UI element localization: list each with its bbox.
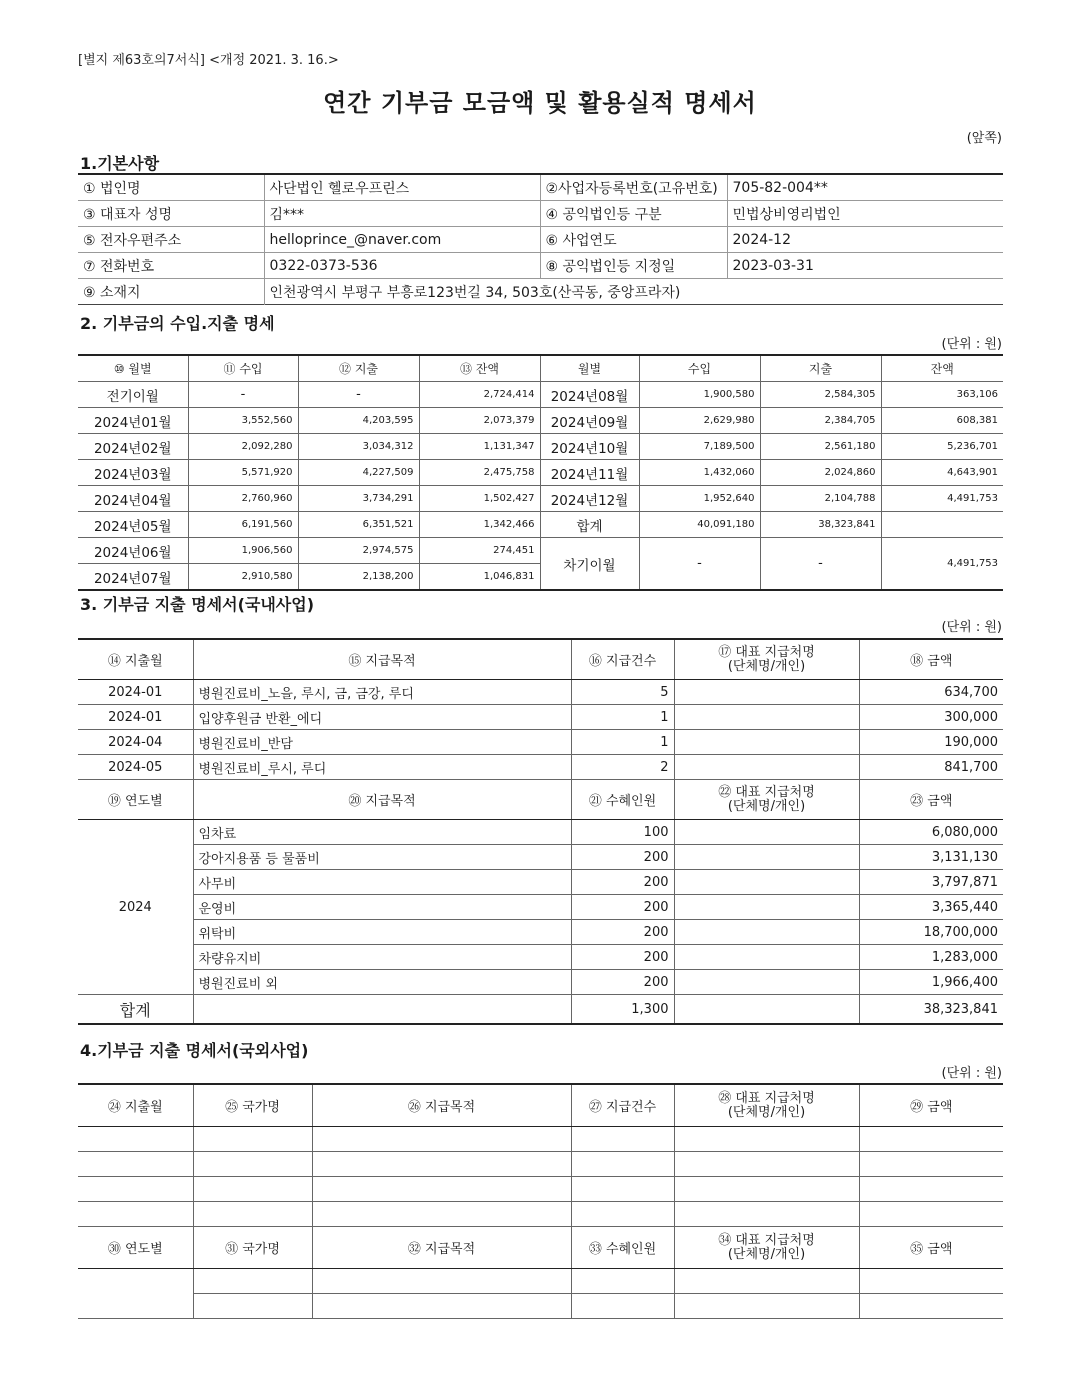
purpose-cell: 사무비 — [193, 870, 571, 895]
beneficiary-count-cell: 200 — [571, 870, 674, 895]
expense-cell: 2,024,860 — [760, 460, 881, 486]
table-header-row — [78, 780, 1003, 820]
month-cell: 2024년07월 — [78, 564, 188, 591]
empty-row — [78, 1202, 1003, 1227]
expense-cell: 2,584,305 — [760, 382, 881, 408]
column-header: ⑩ 월별 — [78, 355, 188, 382]
basic-info-row — [78, 201, 1003, 227]
empty-cell — [571, 1127, 674, 1152]
column-header: ⑫ 지출 — [298, 355, 419, 382]
income-cell: 2,910,580 — [188, 564, 298, 591]
empty-cell — [193, 1269, 312, 1294]
expense-cell: 2,138,200 — [298, 564, 419, 591]
income-cell: 1,900,580 — [639, 382, 760, 408]
empty-cell — [571, 1269, 674, 1294]
expense-cell: 6,351,521 — [298, 512, 419, 538]
total-row — [78, 995, 1003, 1025]
expense-cell: 2,384,705 — [760, 408, 881, 434]
recipient-cell — [674, 730, 859, 755]
column-header: ⑬ 잔액 — [419, 355, 540, 382]
empty-cell — [571, 1202, 674, 1227]
income-cell: 40,091,180 — [639, 512, 760, 538]
recipient-cell — [674, 680, 859, 705]
empty-cell — [859, 1294, 1003, 1319]
income-cell: 6,191,560 — [188, 512, 298, 538]
basic-info-row — [78, 174, 1003, 201]
income-cell: 2,629,980 — [639, 408, 760, 434]
recipient-cell — [674, 820, 859, 845]
header-line: ㉒ 대표 지급처명 — [718, 784, 815, 800]
beneficiary-count-cell: 200 — [571, 895, 674, 920]
balance-cell: 363,106 — [881, 382, 1003, 408]
expense-cell: - — [760, 538, 881, 591]
beneficiary-count-cell: 1,300 — [571, 995, 674, 1025]
empty-cell — [78, 1127, 193, 1152]
balance-cell: 1,502,427 — [419, 486, 540, 512]
table-row — [78, 970, 1003, 995]
expense-cell: 2,104,788 — [760, 486, 881, 512]
table-row — [78, 730, 1003, 755]
field-value: 김*** — [264, 201, 540, 227]
month-cell: 2024-01 — [78, 705, 193, 730]
header-line: ㉞ 대표 지급처명 — [718, 1232, 815, 1248]
header-line: (단체명/개인) — [727, 798, 806, 814]
table-row — [78, 434, 1003, 460]
column-header: ⑯ 지급건수 — [571, 639, 674, 680]
table-header-row — [78, 639, 1003, 680]
recipient-cell — [674, 920, 859, 945]
field-label: ④ 공익법인등 구분 — [540, 201, 727, 227]
purpose-cell: 위탁비 — [193, 920, 571, 945]
column-header: ㉑ 수혜인원 — [571, 780, 674, 820]
table-row — [78, 408, 1003, 434]
income-cell: 7,189,500 — [639, 434, 760, 460]
balance-cell: 1,046,831 — [419, 564, 540, 591]
purpose-cell: 임차료 — [193, 820, 571, 845]
recipient-cell — [674, 755, 859, 780]
month-cell: 2024년09월 — [540, 408, 639, 434]
column-header: 수입 — [639, 355, 760, 382]
income-cell: 1,432,060 — [639, 460, 760, 486]
income-cell: 2,092,280 — [188, 434, 298, 460]
empty-cell — [674, 1152, 859, 1177]
empty-cell — [78, 1202, 193, 1227]
empty-cell — [193, 1127, 312, 1152]
expense-cell: 4,203,595 — [298, 408, 419, 434]
month-cell: 2024-04 — [78, 730, 193, 755]
column-header: ⑲ 연도별 — [78, 780, 193, 820]
field-label: ⑥ 사업연도 — [540, 227, 727, 253]
empty-cell — [674, 1202, 859, 1227]
empty-cell — [571, 1294, 674, 1319]
column-header: ㉓ 금액 — [859, 780, 1003, 820]
table-header-row — [78, 1084, 1003, 1127]
column-header: ㉗ 지급건수 — [571, 1084, 674, 1127]
year-cell: 2024 — [78, 820, 193, 995]
field-label: ⑨ 소재지 — [83, 284, 141, 301]
field-label: ⑤ 전자우편주소 — [78, 227, 264, 253]
recipient-cell — [674, 995, 859, 1025]
column-header: ㉟ 금액 — [859, 1227, 1003, 1269]
table-row — [78, 755, 1003, 780]
column-header: ⑭ 지출월 — [78, 639, 193, 680]
empty-cell — [571, 1177, 674, 1202]
purpose-cell: 병원진료비_반담 — [193, 730, 571, 755]
table-row — [78, 820, 1003, 845]
domestic-expense-table — [78, 638, 1003, 1025]
expense-cell: 38,323,841 — [760, 512, 881, 538]
recipient-cell — [674, 845, 859, 870]
count-cell: 5 — [571, 680, 674, 705]
foreign-expense-table — [78, 1083, 1003, 1319]
column-header: ㉚ 연도별 — [78, 1227, 193, 1269]
month-cell: 2024년03월 — [78, 460, 188, 486]
amount-cell: 841,700 — [859, 755, 1003, 780]
table-row — [78, 486, 1003, 512]
expense-cell: 3,734,291 — [298, 486, 419, 512]
balance-cell: 1,342,466 — [419, 512, 540, 538]
empty-cell — [78, 1177, 193, 1202]
table-row — [78, 460, 1003, 486]
empty-cell — [571, 1152, 674, 1177]
empty-cell — [859, 1152, 1003, 1177]
beneficiary-count-cell: 200 — [571, 945, 674, 970]
amount-cell: 38,323,841 — [859, 995, 1003, 1025]
column-header: ⑱ 금액 — [859, 639, 1003, 680]
recipient-cell — [674, 895, 859, 920]
empty-cell — [312, 1202, 571, 1227]
balance-cell: 5,236,701 — [881, 434, 1003, 460]
income-cell: 1,952,640 — [639, 486, 760, 512]
table-row — [78, 538, 1003, 564]
section-monthly-heading: 2. 기부금의 수입.지출 명세 — [80, 314, 275, 333]
month-cell: 합계 — [540, 512, 639, 538]
basic-info-row — [78, 253, 1003, 279]
purpose-cell: 운영비 — [193, 895, 571, 920]
table-row — [78, 512, 1003, 538]
balance-cell: 274,451 — [419, 538, 540, 564]
balance-cell: 4,491,753 — [881, 538, 1003, 591]
income-cell: - — [639, 538, 760, 591]
month-cell: 2024-05 — [78, 755, 193, 780]
income-cell: - — [188, 382, 298, 408]
table-row — [78, 680, 1003, 705]
empty-cell — [859, 1177, 1003, 1202]
document-title: 연간 기부금 모금액 및 활용실적 명세서 — [323, 89, 757, 117]
field-value: 사단법인 헬로우프린스 — [264, 174, 540, 201]
unit-label: (단위 : 원) — [941, 337, 1002, 352]
column-header: ⑪ 수입 — [188, 355, 298, 382]
empty-cell — [78, 1152, 193, 1177]
table-header-row — [78, 1227, 1003, 1269]
amount-cell: 6,080,000 — [859, 820, 1003, 845]
month-cell: 2024년08월 — [540, 382, 639, 408]
month-cell: 2024년12월 — [540, 486, 639, 512]
monthly-income-expense-table — [78, 354, 1003, 591]
form-reference: [별지 제63호의7서식] <개정 2021. 3. 16.> — [78, 53, 339, 68]
beneficiary-count-cell: 200 — [571, 970, 674, 995]
empty-cell — [312, 1269, 571, 1294]
column-header — [674, 639, 859, 680]
purpose-cell: 입양후원금 반환_에디 — [193, 705, 571, 730]
empty-row — [78, 1127, 1003, 1152]
income-cell: 3,552,560 — [188, 408, 298, 434]
field-value: 민법상비영리법인 — [727, 201, 1003, 227]
month-cell: 2024년06월 — [78, 538, 188, 564]
header-line: (단체명/개인) — [727, 1246, 806, 1262]
income-cell: 1,906,560 — [188, 538, 298, 564]
amount-cell: 3,797,871 — [859, 870, 1003, 895]
balance-cell: 4,491,753 — [881, 486, 1003, 512]
balance-cell: 608,381 — [881, 408, 1003, 434]
recipient-cell — [674, 705, 859, 730]
amount-cell: 3,131,130 — [859, 845, 1003, 870]
month-cell: 2024년01월 — [78, 408, 188, 434]
empty-row — [78, 1294, 1003, 1319]
beneficiary-count-cell: 200 — [571, 845, 674, 870]
empty-cell — [193, 1177, 312, 1202]
empty-cell — [674, 1294, 859, 1319]
basic-info-table — [78, 173, 1003, 305]
empty-cell — [312, 1152, 571, 1177]
empty-cell — [193, 1152, 312, 1177]
field-label: ⑦ 전화번호 — [78, 253, 264, 279]
amount-cell: 1,966,400 — [859, 970, 1003, 995]
empty-cell — [674, 1177, 859, 1202]
empty-cell — [78, 1294, 193, 1319]
expense-cell: 2,974,575 — [298, 538, 419, 564]
month-cell: 2024년10월 — [540, 434, 639, 460]
section-basic-heading: 1.기본사항 — [80, 154, 160, 173]
column-header: ⑳ 지급목적 — [193, 780, 571, 820]
field-label: ③ 대표자 성명 — [78, 201, 264, 227]
empty-row — [78, 1177, 1003, 1202]
month-cell: 2024년02월 — [78, 434, 188, 460]
expense-cell: 2,561,180 — [760, 434, 881, 460]
empty-row — [78, 1152, 1003, 1177]
empty-cell — [78, 1269, 193, 1294]
column-header — [674, 780, 859, 820]
field-label: ⑧ 공익법인등 지정일 — [540, 253, 727, 279]
column-header: ㉜ 지급목적 — [312, 1227, 571, 1269]
recipient-cell — [674, 970, 859, 995]
purpose-cell: 병원진료비_노을, 루시, 금, 금강, 루디 — [193, 680, 571, 705]
field-value: 0322-0373-536 — [264, 253, 540, 279]
total-label: 합계 — [78, 995, 193, 1025]
count-cell: 1 — [571, 730, 674, 755]
header-line: ⑰ 대표 지급처명 — [718, 644, 815, 660]
month-cell: 전기이월 — [78, 382, 188, 408]
table-row — [78, 382, 1003, 408]
count-cell: 1 — [571, 705, 674, 730]
expense-cell: 3,034,312 — [298, 434, 419, 460]
balance-cell: 2,724,414 — [419, 382, 540, 408]
column-header: 지출 — [760, 355, 881, 382]
month-cell: 2024-01 — [78, 680, 193, 705]
field-value: helloprince_@naver.com — [264, 227, 540, 253]
amount-cell: 18,700,000 — [859, 920, 1003, 945]
month-cell: 2024년04월 — [78, 486, 188, 512]
month-cell: 2024년11월 — [540, 460, 639, 486]
amount-cell: 1,283,000 — [859, 945, 1003, 970]
column-header: ㉖ 지급목적 — [312, 1084, 571, 1127]
expense-cell: 4,227,509 — [298, 460, 419, 486]
carry-forward-label: 차기이월 — [540, 538, 639, 591]
header-line: (단체명/개인) — [727, 1104, 806, 1120]
empty-cell — [674, 1127, 859, 1152]
column-header: ㉔ 지출월 — [78, 1084, 193, 1127]
balance-cell — [881, 512, 1003, 538]
column-header — [674, 1227, 859, 1269]
field-value: 2023-03-31 — [727, 253, 1003, 279]
balance-cell: 2,073,379 — [419, 408, 540, 434]
header-line: (단체명/개인) — [727, 658, 806, 674]
recipient-cell — [674, 870, 859, 895]
table-header-row — [78, 355, 1003, 382]
amount-cell: 190,000 — [859, 730, 1003, 755]
column-header: 월별 — [540, 355, 639, 382]
count-cell: 2 — [571, 755, 674, 780]
empty-cell — [312, 1177, 571, 1202]
amount-cell: 3,365,440 — [859, 895, 1003, 920]
purpose-cell: 병원진료비 외 — [193, 970, 571, 995]
table-row — [78, 945, 1003, 970]
empty-cell — [674, 1269, 859, 1294]
unit-label: (단위 : 원) — [941, 1066, 1002, 1081]
empty-cell — [312, 1294, 571, 1319]
front-side-label: (앞쪽) — [966, 131, 1002, 146]
empty-cell — [193, 1202, 312, 1227]
table-row — [78, 845, 1003, 870]
amount-cell: 634,700 — [859, 680, 1003, 705]
table-row — [78, 920, 1003, 945]
basic-info-row — [78, 227, 1003, 253]
income-cell: 5,571,920 — [188, 460, 298, 486]
table-row — [78, 705, 1003, 730]
purpose-cell: 차량유지비 — [193, 945, 571, 970]
recipient-cell — [674, 945, 859, 970]
field-label: ① 법인명 — [78, 174, 264, 201]
field-value: 인천광역시 부평구 부흥로123번길 34, 503호(산곡동, 중앙프라자) — [264, 279, 1003, 305]
balance-cell: 2,475,758 — [419, 460, 540, 486]
header-line: ㉘ 대표 지급처명 — [718, 1090, 815, 1106]
empty-cell — [312, 1127, 571, 1152]
purpose-cell — [193, 995, 571, 1025]
field-label: ②사업자등록번호(고유번호) — [540, 174, 727, 201]
section-foreign-heading: 4.기부금 지출 명세서(국외사업) — [80, 1041, 309, 1060]
section-domestic-heading: 3. 기부금 지출 명세서(국내사업) — [80, 595, 315, 614]
empty-cell — [859, 1127, 1003, 1152]
empty-cell — [859, 1202, 1003, 1227]
empty-cell — [193, 1294, 312, 1319]
column-header: ㉝ 수혜인원 — [571, 1227, 674, 1269]
column-header — [674, 1084, 859, 1127]
balance-cell: 4,643,901 — [881, 460, 1003, 486]
table-row — [78, 870, 1003, 895]
unit-label: (단위 : 원) — [941, 620, 1002, 635]
empty-cell — [859, 1269, 1003, 1294]
income-cell: 2,760,960 — [188, 486, 298, 512]
field-value: 705-82-004** — [727, 174, 1003, 201]
amount-cell: 300,000 — [859, 705, 1003, 730]
column-header: ㉙ 금액 — [859, 1084, 1003, 1127]
expense-cell: - — [298, 382, 419, 408]
column-header: ㉛ 국가명 — [193, 1227, 312, 1269]
column-header: ⑮ 지급목적 — [193, 639, 571, 680]
column-header: 잔액 — [881, 355, 1003, 382]
empty-row — [78, 1269, 1003, 1294]
beneficiary-count-cell: 100 — [571, 820, 674, 845]
field-value: 2024-12 — [727, 227, 1003, 253]
beneficiary-count-cell: 200 — [571, 920, 674, 945]
purpose-cell: 강아지용품 등 물품비 — [193, 845, 571, 870]
basic-info-row — [78, 279, 1003, 305]
table-row — [78, 895, 1003, 920]
column-header: ㉕ 국가명 — [193, 1084, 312, 1127]
month-cell: 2024년05월 — [78, 512, 188, 538]
balance-cell: 1,131,347 — [419, 434, 540, 460]
purpose-cell: 병원진료비_루시, 루디 — [193, 755, 571, 780]
